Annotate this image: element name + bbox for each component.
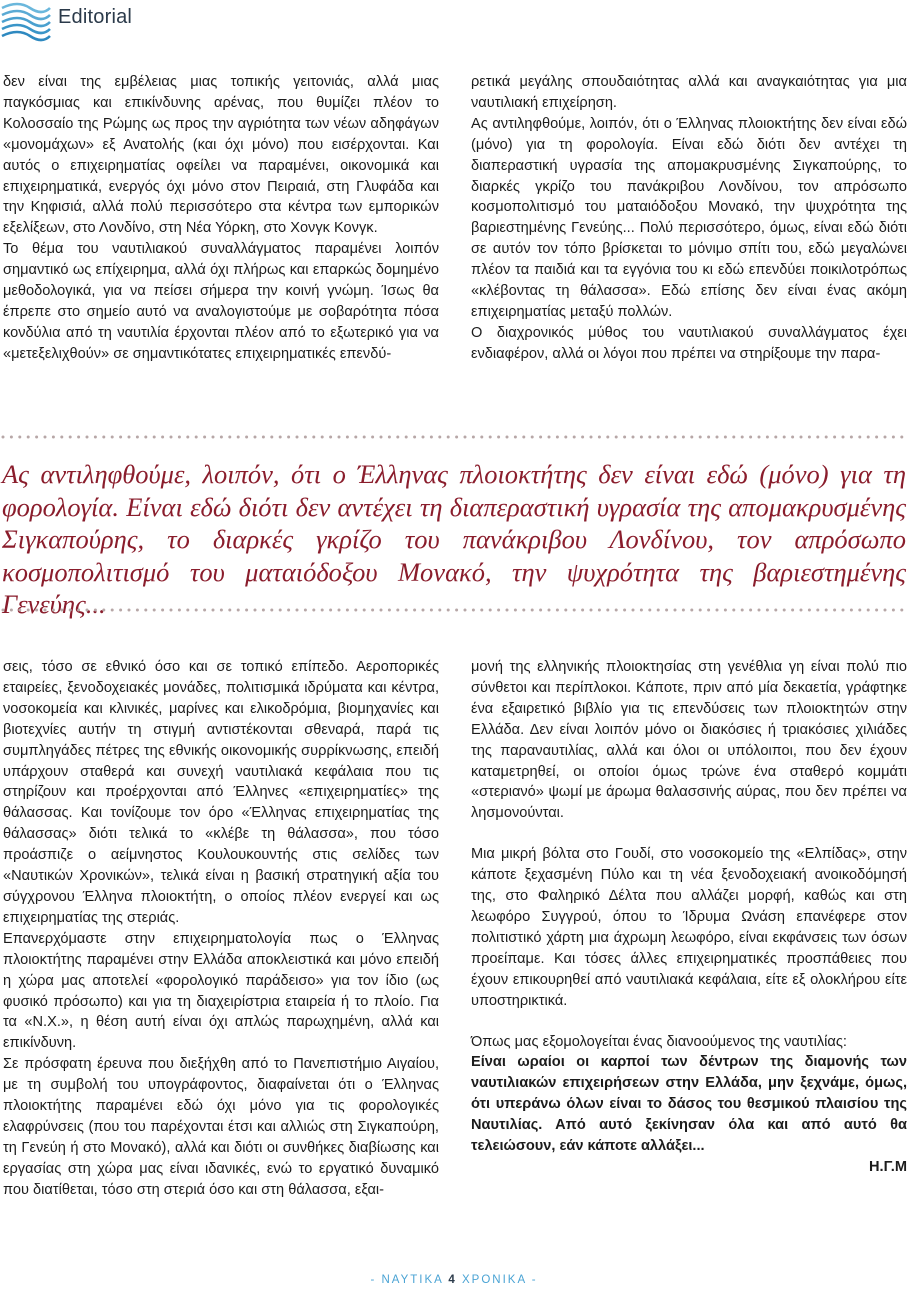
paragraph: Ας αντιληφθούμε, λοιπόν, ότι ο Έλληνας πλοιοκτήτης δεν είναι εδώ (μόνο) για τη φορολογία. Είναι εδώ διότι δεν αντέχει τη διαπεραστική υγρασία της απομακρυσμένης Σιγκαπούρης, το διαρκές γκρίζο του πανάκριβου Λονδίνου, τον απρόσωπο κοσμοπολιτισμό του ματαιόδοξου Μονακό, την ψυχρότητα της βαριεστημένης Γενεύης... Πολύ περισσότερο, όμως, είναι εδώ διότι σε αυτόν τον τόπο βρίσκεται το μόνιμο σπίτι του, εδώ μεγαλώνει πλέον τα παιδιά και τα εγγόνια του κι εδώ επενδύει ποικιλοτρόπως «κλέβοντας τη θάλασσα». Εδώ επίσης δεν είναι ένας ακόμη επιχειρηματίας μεταξύ πολλών. [471,115,907,320]
paragraph: δεν είναι της εμβέλειας μιας τοπικής γειτονιάς, αλλά μιας παγκόσμιας και επικίνδυνης αρένας, που θυμίζει πλέον το Κολοσσαίο της Ρώμης ως προς την αγριότητα των νέων αδηφάγων «μονομάχων» εξ Ανατολής (και όχι μόνο) που εισέρχονται. Και αυτός ο επιχειρηματίας οφείλει να παραμένει, οικονομικά και επιχειρηματικά, ενεργός όχι μόνο στον Πειραιά, στη Γλυφάδα και την Κηφισιά, αλλά πολύ περισσότερο στα κέντρα των εμπορικών εξελίξεων, στο Λονδίνο, στη Νέα Υόρκη, στο Χονγκ Κονγκ. [3,74,439,237]
paragraph-gap [471,824,907,844]
paragraph-gap [471,1012,907,1032]
article-column-top-left [3,72,439,365]
paragraph: Ο διαχρονικός μύθος του ναυτιλιακού συναλλάγματος έχει ενδιαφέρον, αλλά οι λόγοι που πρέπει να στηρίξουμε την παρα- [471,324,907,362]
paragraph: Επανερχόμαστε στην επιχειρηματολογία πως ο Έλληνας πλοιοκτήτης παραμένει στην Ελλάδα αποκλειστικά και μόνο επειδή η χώρα μας αποτελεί «φορολογικό παράδεισο» για τον ίδιο (ως φυσικό πρόσωπο) και για τη διαχειρίστρια εταιρεία ή το πλοίο. Για τα «Ν.Χ.», η θέση αυτή είναι όχι απλώς παρωχημένη, αλλά και επικίνδυνη. [3,930,439,1052]
author-signature: Η.Γ.Μ [869,1158,907,1175]
paragraph: Μια μικρή βόλτα στο Γουδί, στο νοσοκομείο της «Ελπίδας», στην κάποτε ξεχασμένη Πύλο και τη νέα ξενοδοχειακή ανοικοδόμησή της, στο Φαληρικό Δέλτα που αλλάζει μορφή, καθώς και στη λεωφόρο Συγγρού, όπου το Ίδρυμα Ωνάση επανέφερε στον πολιτιστικό χάρτη μια άχρωμη λεωφόρο, είναι εκφάνσεις των όσων προείπαμε. Και τόσες άλλες επιχειρηματικές προσπάθειες που έχουν επικουρηθεί από ναυτιλιακά κεφάλαια, είτε εξ ολοκλήρου είτε υποστηρικτικά. [471,846,907,1009]
paragraph: μονή της ελληνικής πλοιοκτησίας στη γενέθλια γη είναι πολύ πιο σύνθετοι και περίπλοκοι. Κάποτε, πριν από μία δεκαετία, γράφτηκε ένα εξαιρετικό βιβλίο για τις επενδύσεις των πλοιοκτητών στην Ελλάδα. Δεν είναι λοιπόν μόνο οι διακόσιες ή τριακόσιες χιλιάδες της παραναυτιλίας, αλλά και όλοι οι υπόλοιποι, που δεν έχουν καταμετρηθεί, οι οποίοι όμως τρώνε ένα σταθερό κομμάτι «στεριανό» ψωμί με άρωμα θαλασσινής αύρας, που δεν πρέπει να λησμονούνται. [471,659,907,822]
footer-brand: ΝΑΥΤΙΚΑ [381,1274,444,1286]
quote-intro: Όπως μας εξομολογείται ένας διανοούμενος της ναυτιλίας: [471,1033,847,1050]
closing-quote: Είναι ωραίοι οι καρποί των δέντρων της διαμονής των ναυτιλιακών επιχειρήσεων στην Ελλάδα, μην ξεχνάμε, όμως, ότι υπεράνω όλων είναι το δάσος του θεσμικού πλαισίου της Ναυτιλίας. Από αυτό ξεκίνησαν όλα και από αυτό θα τελειώσουν, εάν κάποτε αλλάξει... [471,1054,907,1155]
waves-logo-icon [0,2,52,42]
article-column-top-right [471,72,907,365]
section-header [0,0,300,48]
paragraph: σεις, τόσο σε εθνικό όσο και σε τοπικό επίπεδο. Αεροπορικές εταιρείες, ξενοδοχειακές μονάδες, πολιτισμικά ιδρύματα και κέντρα, νοσοκομεία και κλινικές, μαρίνες και ελικοδρόμια, βιομηχανίες και βιοτεχνίες αυτήν τη στιγμή αντιστέκονται σθεναρά, παρά τις συμπληγάδες πέτρες της εθνικής οικονομικής συρρίκνωσης, επειδή υπάρχουν σταθερά και συνεχή ναυτιλιακά κεφάλαια που τις στηρίζουν και προέρχονται από Έλληνες «επιχειρηματίες» της θάλασσας. Και τονίζουμε τον όρο «Έλληνας επιχειρηματίας της θάλασσας» διότι τελικά το «κλέβε τη θάλασσα», που τόσο προάσπιζε ο αείμνηστος Κουλουκουντής στις σελίδες των «Ναυτικών Χρονικών», τελικά είναι η βασική στρατηγική αξία του σύγχρονου Έλληνα πλοιοκτήτη, ο οποίος πλέον ενεργεί και ως επιχειρηματίας της στεριάς. [3,659,439,926]
pull-quote: Ας αντιληφθούμε, λοιπόν, ότι ο Έλληνας πλοιοκτήτης δεν είναι εδώ (μόνο) για τη φορολογία. Είναι εδώ διότι δεν αντέχει τη διαπεραστική υγρασία της απομακρυσμένης Σιγκαπούρης, το διαρκές γκρίζο του πανάκριβου Λονδίνου, τον απρόσωπο κοσμοπολιτισμό του ματαιόδοξου Μονακό, την ψυχρότητα της βαριεστημένης Γενεύης... [2,459,906,619]
article-column-bottom-left [3,657,439,1201]
paragraph: Το θέμα του ναυτιλιακού συναλλάγματος παραμένει λοιπόν σημαντικό ως επίχειρημα, αλλά όχι πλήρως και επαρκώς δομημένο μεθοδολογικά, για να πείσει σήμερα την κοινή γνώμη. Ίσως θα έπρεπε στο σημείο αυτό να αναλογιστούμε με σοβαρότητα πόσα κονδύλια από τη ναυτιλία έρχονται πλέον από το εξωτερικό για να «μετεξελιχθούν» σε σημαντικότατες επιχειρηματικές επενδύ- [3,241,439,362]
article-column-bottom-right [471,657,907,1178]
footer-dash: - [531,1274,538,1286]
page-footer [0,1274,908,1286]
dotted-divider-top [0,434,908,440]
dotted-divider-bottom [0,607,908,613]
paragraph: Σε πρόσφατη έρευνα που διεξήχθη από το Πανεπιστήμιο Αιγαίου, με τη συμβολή του υπογράφοντος, διαφαίνεται ότι ο Έλληνας πλοιοκτήτης παραμένει εδώ όχι μόνο για τις φορολογικές ελαφρύνσεις (που του παρέχονται έτσι και αλλιώς στη Σιγκαπούρη, τη Γενεύη ή στο Μονακό), αλλά και διότι οι συνθήκες διαβίωσης και εργασίας στη χώρα μας είναι ιδανικές, ενώ το εργατικό δυναμικό που διατίθεται, τόσο στη στεριά όσο και στη θάλασσα, εξαι- [3,1056,439,1198]
paragraph: ρετικά μεγάλης σπουδαιότητας αλλά και αναγκαιότητας για μια ναυτιλιακή επιχείρηση. [471,74,907,111]
footer-brand: ΧΡΟΝΙΚΑ [462,1274,527,1286]
page-number: 4 [448,1274,457,1286]
footer-dash: - [370,1274,377,1286]
section-title: Editorial [58,6,133,28]
